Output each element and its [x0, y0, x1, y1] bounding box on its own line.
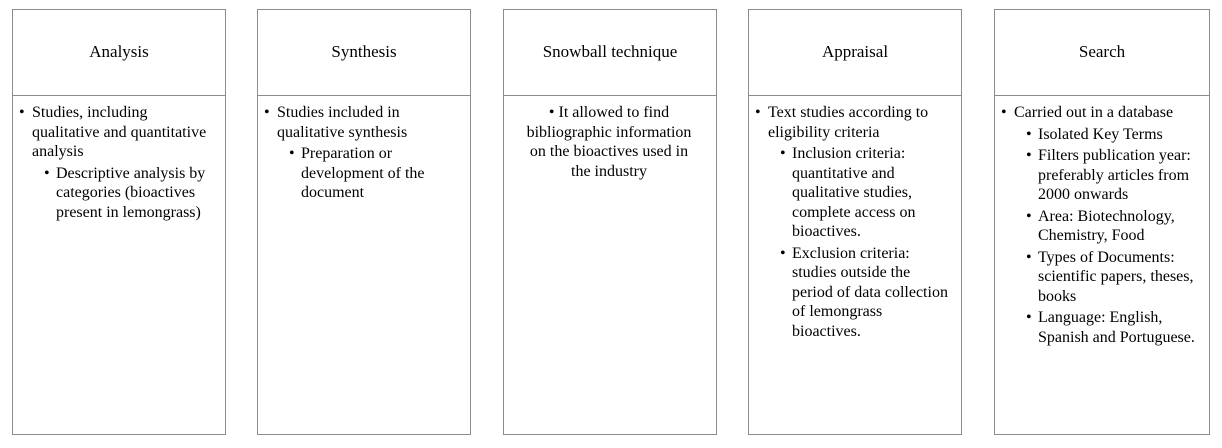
snowball-technique-box: [503, 9, 717, 435]
appraisal-body: [749, 96, 961, 341]
sub-list-item: • Inclusion criteria: quantitative and qualitative studies, complete access on bioactives.: [780, 144, 953, 242]
sub-list-item: • Descriptive analysis by categories (bioactives present in lemongrass): [44, 164, 217, 223]
list-item-text: Text studies according to eligibility criteria: [768, 104, 929, 141]
snowball-technique-body: [504, 96, 716, 181]
sub-list-item: • Area: Biotechnology, Chemistry, Food: [1026, 207, 1201, 246]
sub-list-item: • Preparation or development of the document: [289, 144, 462, 203]
snowball-technique-title: Snowball technique: [504, 10, 716, 96]
search-body: [995, 96, 1209, 347]
list-item-text: Studies included in qualitative synthesis: [277, 104, 408, 141]
analysis-box: [12, 9, 226, 435]
search-title: Search: [995, 10, 1209, 96]
appraisal-title: Appraisal: [749, 10, 961, 96]
list-item: [1001, 103, 1201, 347]
list-item: [264, 103, 462, 203]
synthesis-title: Synthesis: [258, 10, 470, 96]
synthesis-box: [257, 9, 471, 435]
list-item: [19, 103, 217, 222]
sub-list-item: • Isolated Key Terms: [1026, 125, 1201, 145]
sub-list-item: • Filters publication year: preferably articles from 2000 onwards: [1026, 146, 1201, 205]
appraisal-box: [748, 9, 962, 435]
sub-list-item: • Exclusion criteria: studies outside the period of data collection of lemongrass bioactives.: [780, 244, 953, 342]
search-box: [994, 9, 1210, 435]
list-item: [755, 103, 953, 341]
sub-list-item: • Types of Documents: scientific papers, theses, books: [1026, 248, 1201, 307]
analysis-body: [13, 96, 225, 222]
analysis-title: Analysis: [13, 10, 225, 96]
list-item: • It allowed to find bibliographic information on the bioactives used in the industry: [510, 103, 708, 181]
synthesis-body: [258, 96, 470, 203]
list-item-text: Carried out in a database: [1014, 104, 1174, 121]
sub-list-item: • Language: English, Spanish and Portuguese.: [1026, 308, 1201, 347]
list-item-text: Studies, including qualitative and quantitative analysis: [32, 104, 207, 160]
